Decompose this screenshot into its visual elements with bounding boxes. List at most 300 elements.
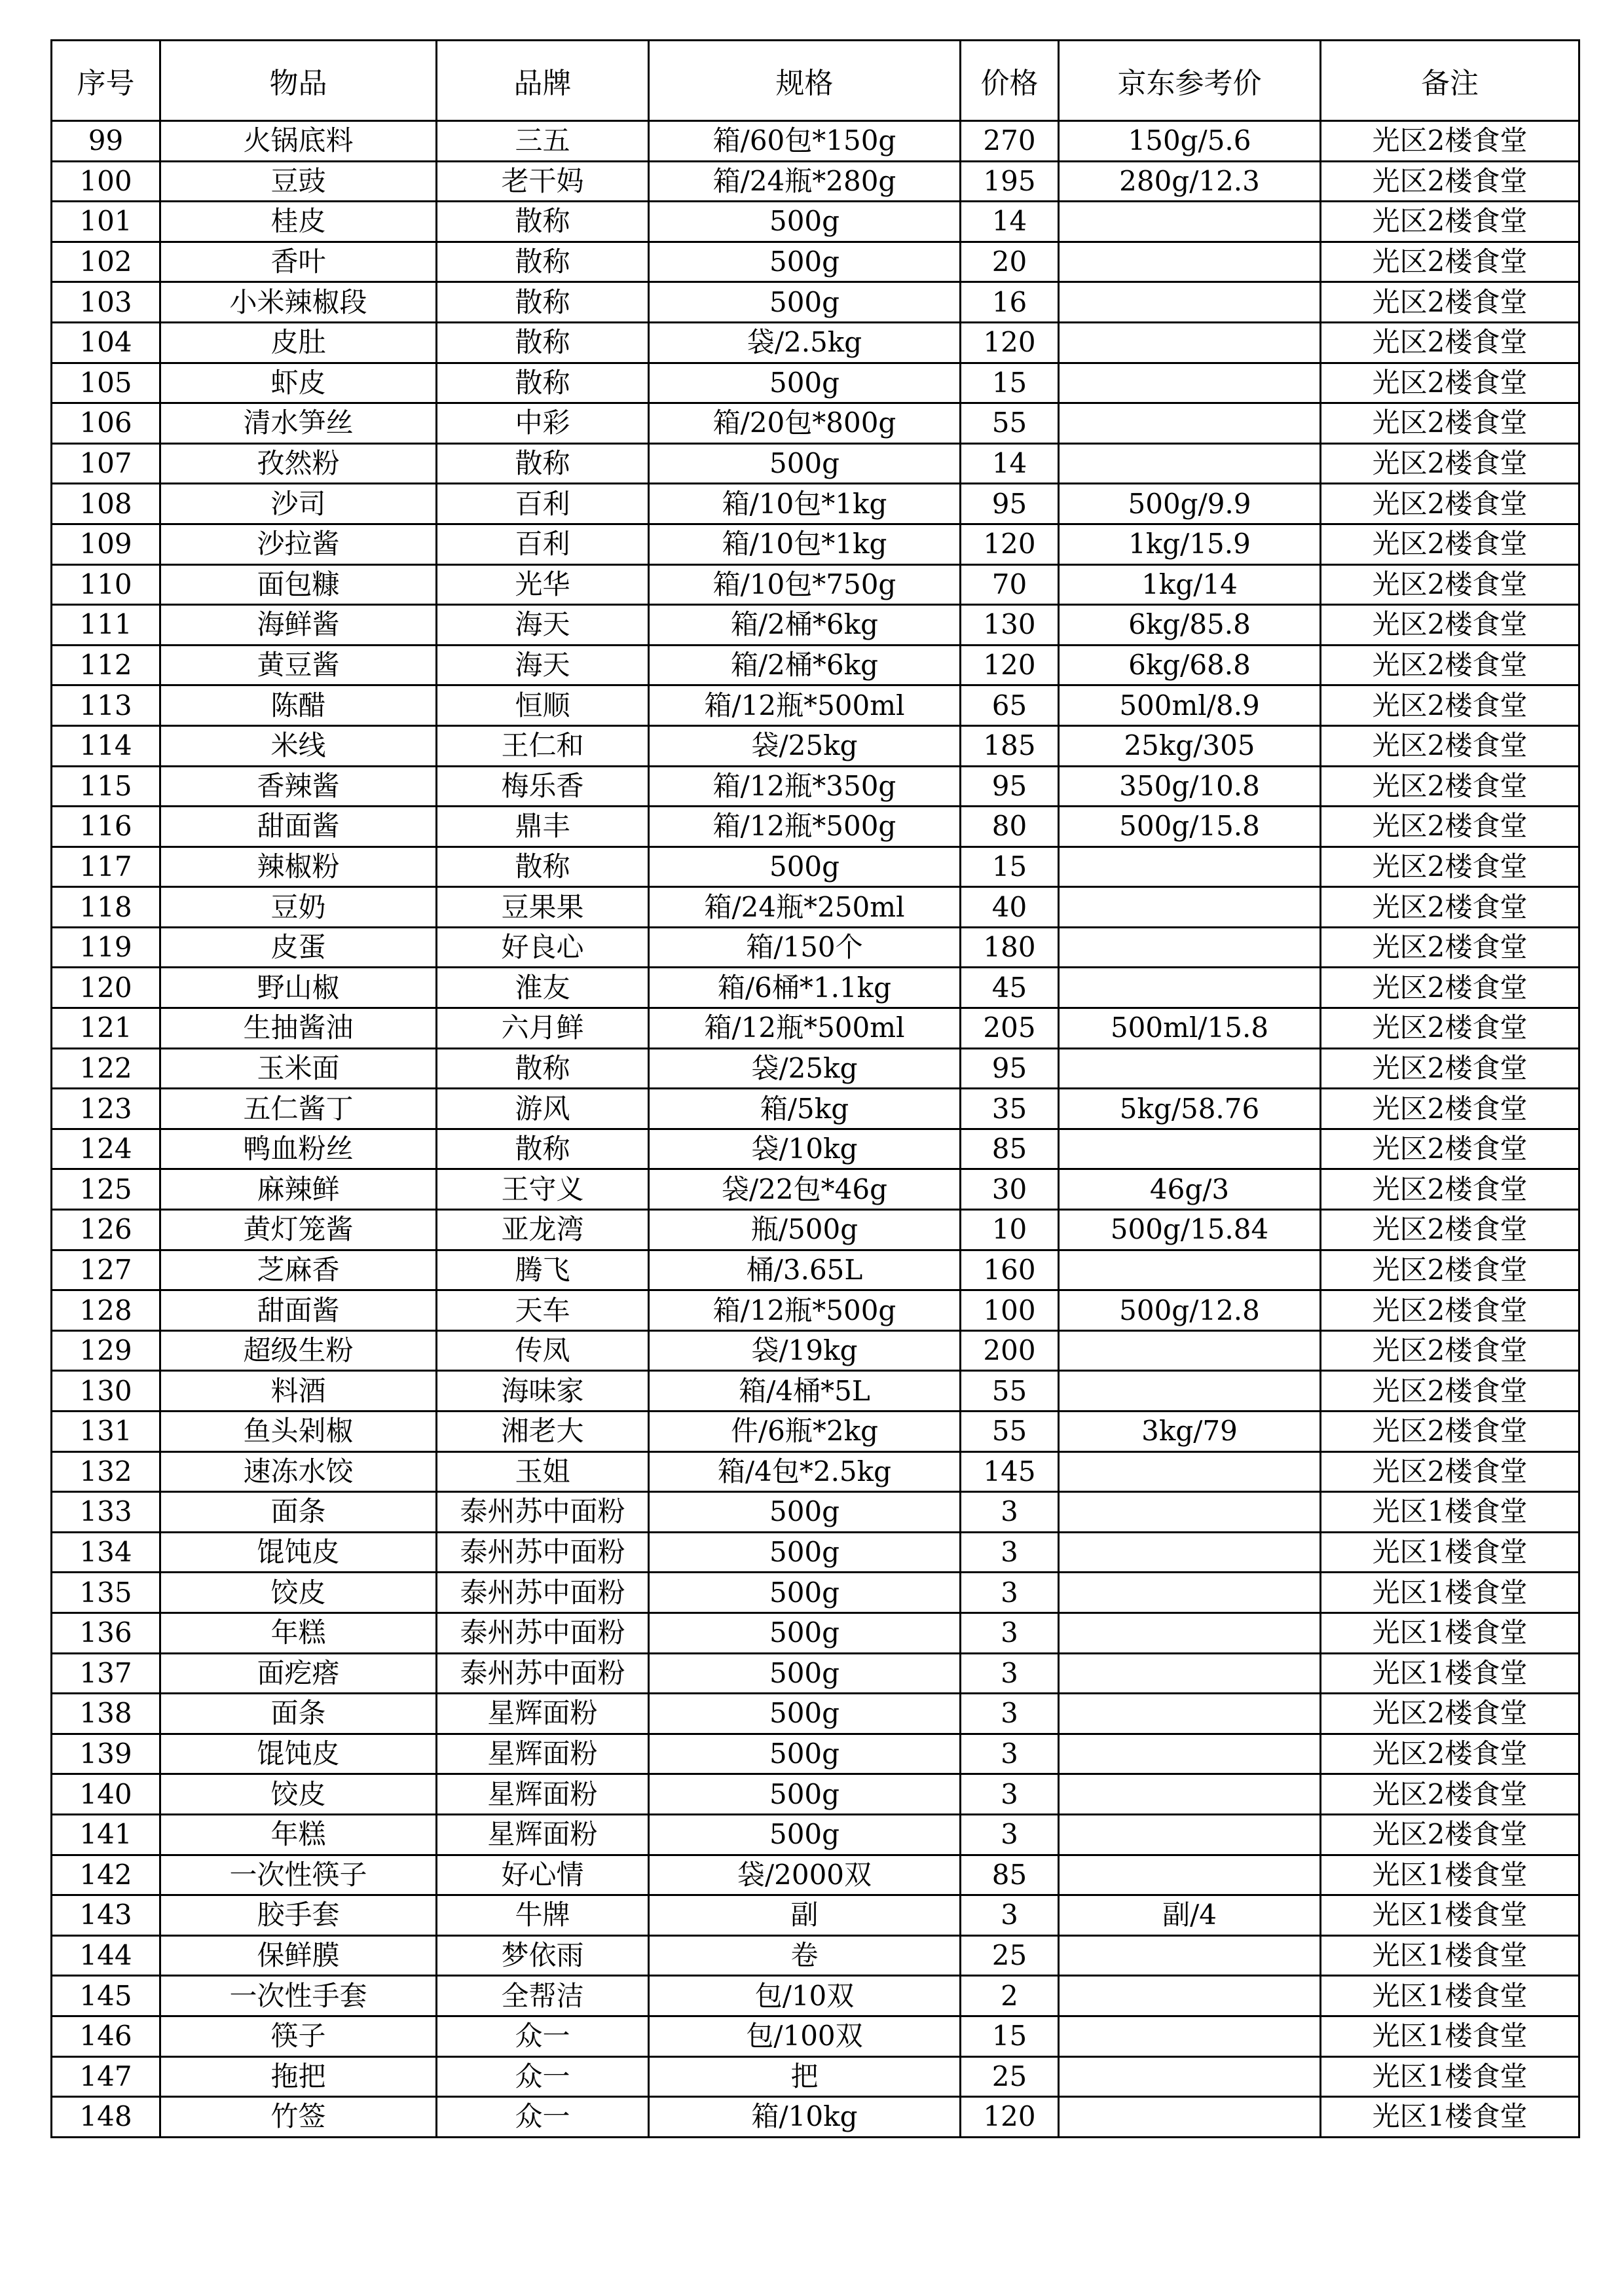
- cell-price: 20: [961, 242, 1059, 282]
- cell-remark: 光区2楼食堂: [1321, 524, 1579, 564]
- cell-spec: 500g: [649, 1653, 961, 1694]
- cell-price: 85: [961, 1129, 1059, 1169]
- cell-spec: 箱/12瓶*500g: [649, 807, 961, 847]
- table-row: [52, 1290, 1579, 1331]
- cell-serial: 125: [52, 1169, 160, 1210]
- cell-serial: 140: [52, 1774, 160, 1815]
- cell-brand: 豆果果: [437, 887, 649, 928]
- cell-serial: 121: [52, 1008, 160, 1049]
- table-row: [52, 564, 1579, 605]
- table-row: [52, 443, 1579, 484]
- table-row: [52, 2056, 1579, 2097]
- cell-item: 玉米面: [160, 1048, 437, 1089]
- table-row: [52, 1492, 1579, 1533]
- cell-jd-reference-price: 25kg/305: [1059, 725, 1321, 766]
- cell-item: 馄饨皮: [160, 1532, 437, 1573]
- table-row: [52, 2016, 1579, 2056]
- cell-jd-reference-price: 副/4: [1059, 1895, 1321, 1936]
- cell-jd-reference-price: [1059, 847, 1321, 887]
- cell-item: 甜面酱: [160, 807, 437, 847]
- cell-remark: 光区2楼食堂: [1321, 605, 1579, 646]
- cell-jd-reference-price: [1059, 403, 1321, 444]
- cell-brand: 中彩: [437, 403, 649, 444]
- cell-brand: 星辉面粉: [437, 1814, 649, 1855]
- cell-jd-reference-price: 1kg/14: [1059, 564, 1321, 605]
- cell-remark: 光区1楼食堂: [1321, 2056, 1579, 2097]
- cell-jd-reference-price: [1059, 322, 1321, 363]
- table-row: [52, 121, 1579, 162]
- cell-jd-reference-price: 500g/9.9: [1059, 484, 1321, 524]
- cell-item: 孜然粉: [160, 443, 437, 484]
- cell-jd-reference-price: [1059, 1451, 1321, 1492]
- cell-brand: 光华: [437, 564, 649, 605]
- cell-brand: 玉姐: [437, 1451, 649, 1492]
- cell-price: 45: [961, 968, 1059, 1008]
- cell-spec: 500g: [649, 363, 961, 403]
- cell-price: 3: [961, 1895, 1059, 1936]
- table-row: [52, 1451, 1579, 1492]
- cell-remark: 光区2楼食堂: [1321, 1048, 1579, 1089]
- cell-jd-reference-price: [1059, 1330, 1321, 1371]
- cell-spec: 箱/24瓶*250ml: [649, 887, 961, 928]
- cell-spec: 箱/10包*1kg: [649, 484, 961, 524]
- cell-item: 一次性筷子: [160, 1855, 437, 1895]
- cell-price: 80: [961, 807, 1059, 847]
- table-row: [52, 1532, 1579, 1573]
- table-row: [52, 807, 1579, 847]
- table-row: [52, 484, 1579, 524]
- cell-jd-reference-price: 280g/12.3: [1059, 161, 1321, 202]
- cell-item: 麻辣鲜: [160, 1169, 437, 1210]
- cell-serial: 100: [52, 161, 160, 202]
- cell-item: 小米辣椒段: [160, 282, 437, 323]
- cell-price: 3: [961, 1734, 1059, 1774]
- cell-serial: 99: [52, 121, 160, 162]
- cell-price: 70: [961, 564, 1059, 605]
- cell-price: 3: [961, 1613, 1059, 1653]
- cell-remark: 光区1楼食堂: [1321, 1653, 1579, 1694]
- cell-price: 3: [961, 1573, 1059, 1613]
- cell-serial: 109: [52, 524, 160, 564]
- cell-remark: 光区2楼食堂: [1321, 1814, 1579, 1855]
- cell-item: 竹签: [160, 2097, 437, 2138]
- cell-item: 胶手套: [160, 1895, 437, 1936]
- cell-remark: 光区2楼食堂: [1321, 363, 1579, 403]
- table-row: [52, 685, 1579, 726]
- cell-serial: 132: [52, 1451, 160, 1492]
- cell-item: 桂皮: [160, 202, 437, 242]
- cell-brand: 梅乐香: [437, 766, 649, 807]
- cell-brand: 星辉面粉: [437, 1694, 649, 1734]
- cell-item: 鱼头剁椒: [160, 1412, 437, 1452]
- cell-brand: 游风: [437, 1089, 649, 1129]
- cell-jd-reference-price: [1059, 282, 1321, 323]
- cell-item: 香辣酱: [160, 766, 437, 807]
- cell-jd-reference-price: [1059, 1814, 1321, 1855]
- cell-spec: 卷: [649, 1935, 961, 1976]
- cell-jd-reference-price: 46g/3: [1059, 1169, 1321, 1210]
- header-spec: 规格: [649, 41, 961, 121]
- cell-price: 185: [961, 725, 1059, 766]
- cell-spec: 瓶/500g: [649, 1210, 961, 1250]
- cell-serial: 138: [52, 1694, 160, 1734]
- cell-price: 200: [961, 1330, 1059, 1371]
- cell-item: 黄灯笼酱: [160, 1210, 437, 1250]
- cell-brand: 散称: [437, 282, 649, 323]
- cell-spec: 桶/3.65L: [649, 1250, 961, 1290]
- cell-spec: 把: [649, 2056, 961, 2097]
- cell-spec: 500g: [649, 1573, 961, 1613]
- cell-spec: 500g: [649, 1532, 961, 1573]
- table-row: [52, 1048, 1579, 1089]
- cell-price: 120: [961, 524, 1059, 564]
- cell-brand: 星辉面粉: [437, 1774, 649, 1815]
- cell-brand: 牛牌: [437, 1895, 649, 1936]
- cell-brand: 百利: [437, 524, 649, 564]
- cell-serial: 136: [52, 1613, 160, 1653]
- table-row: [52, 1573, 1579, 1613]
- cell-jd-reference-price: [1059, 1492, 1321, 1533]
- cell-item: 馄饨皮: [160, 1734, 437, 1774]
- cell-item: 黄豆酱: [160, 645, 437, 685]
- cell-serial: 111: [52, 605, 160, 646]
- cell-jd-reference-price: [1059, 1532, 1321, 1573]
- cell-jd-reference-price: [1059, 968, 1321, 1008]
- cell-item: 面包糠: [160, 564, 437, 605]
- cell-jd-reference-price: [1059, 887, 1321, 928]
- cell-price: 85: [961, 1855, 1059, 1895]
- cell-serial: 142: [52, 1855, 160, 1895]
- table-row: [52, 1895, 1579, 1936]
- cell-remark: 光区2楼食堂: [1321, 887, 1579, 928]
- table-row: [52, 282, 1579, 323]
- cell-serial: 119: [52, 927, 160, 968]
- cell-price: 120: [961, 645, 1059, 685]
- cell-spec: 箱/4桶*5L: [649, 1371, 961, 1412]
- cell-brand: 亚龙湾: [437, 1210, 649, 1250]
- cell-remark: 光区2楼食堂: [1321, 1210, 1579, 1250]
- header-price: 价格: [961, 41, 1059, 121]
- cell-remark: 光区2楼食堂: [1321, 403, 1579, 444]
- cell-jd-reference-price: 3kg/79: [1059, 1412, 1321, 1452]
- cell-jd-reference-price: [1059, 1573, 1321, 1613]
- cell-price: 95: [961, 766, 1059, 807]
- cell-item: 陈醋: [160, 685, 437, 726]
- cell-price: 14: [961, 443, 1059, 484]
- cell-spec: 箱/5kg: [649, 1089, 961, 1129]
- cell-price: 15: [961, 363, 1059, 403]
- cell-spec: 箱/2桶*6kg: [649, 605, 961, 646]
- cell-price: 40: [961, 887, 1059, 928]
- table-row: [52, 1371, 1579, 1412]
- cell-brand: 王守义: [437, 1169, 649, 1210]
- cell-price: 3: [961, 1492, 1059, 1533]
- header-remark: 备注: [1321, 41, 1579, 121]
- table-row: [52, 1089, 1579, 1129]
- header-row: [52, 41, 1579, 121]
- cell-item: 豆奶: [160, 887, 437, 928]
- cell-price: 120: [961, 2097, 1059, 2138]
- cell-jd-reference-price: [1059, 2056, 1321, 2097]
- table-row: [52, 1935, 1579, 1976]
- cell-remark: 光区1楼食堂: [1321, 1573, 1579, 1613]
- cell-brand: 王仁和: [437, 725, 649, 766]
- cell-remark: 光区1楼食堂: [1321, 1895, 1579, 1936]
- cell-serial: 146: [52, 2016, 160, 2056]
- table-row: [52, 1129, 1579, 1169]
- cell-item: 面条: [160, 1694, 437, 1734]
- cell-item: 甜面酱: [160, 1290, 437, 1331]
- cell-price: 3: [961, 1532, 1059, 1573]
- cell-brand: 散称: [437, 202, 649, 242]
- cell-jd-reference-price: [1059, 1250, 1321, 1290]
- cell-spec: 箱/4包*2.5kg: [649, 1451, 961, 1492]
- table-row: [52, 766, 1579, 807]
- cell-item: 保鲜膜: [160, 1935, 437, 1976]
- cell-jd-reference-price: 1kg/15.9: [1059, 524, 1321, 564]
- cell-brand: 六月鲜: [437, 1008, 649, 1049]
- cell-brand: 泰州苏中面粉: [437, 1573, 649, 1613]
- cell-price: 55: [961, 1412, 1059, 1452]
- table-row: [52, 322, 1579, 363]
- cell-remark: 光区2楼食堂: [1321, 564, 1579, 605]
- procurement-table: [50, 39, 1580, 2138]
- table-row: [52, 1169, 1579, 1210]
- cell-serial: 143: [52, 1895, 160, 1936]
- cell-item: 鸭血粉丝: [160, 1129, 437, 1169]
- cell-remark: 光区1楼食堂: [1321, 1855, 1579, 1895]
- cell-item: 速冻水饺: [160, 1451, 437, 1492]
- cell-brand: 泰州苏中面粉: [437, 1613, 649, 1653]
- table-row: [52, 1613, 1579, 1653]
- cell-serial: 137: [52, 1653, 160, 1694]
- cell-jd-reference-price: [1059, 1734, 1321, 1774]
- cell-spec: 500g: [649, 202, 961, 242]
- cell-serial: 101: [52, 202, 160, 242]
- cell-serial: 118: [52, 887, 160, 928]
- cell-jd-reference-price: 350g/10.8: [1059, 766, 1321, 807]
- cell-price: 3: [961, 1814, 1059, 1855]
- cell-remark: 光区2楼食堂: [1321, 242, 1579, 282]
- cell-spec: 箱/12瓶*350g: [649, 766, 961, 807]
- cell-remark: 光区2楼食堂: [1321, 1774, 1579, 1815]
- cell-spec: 件/6瓶*2kg: [649, 1412, 961, 1452]
- table-row: [52, 968, 1579, 1008]
- cell-remark: 光区2楼食堂: [1321, 1412, 1579, 1452]
- cell-serial: 115: [52, 766, 160, 807]
- cell-jd-reference-price: [1059, 1048, 1321, 1089]
- cell-serial: 117: [52, 847, 160, 887]
- cell-item: 饺皮: [160, 1573, 437, 1613]
- cell-spec: 箱/150个: [649, 927, 961, 968]
- cell-serial: 112: [52, 645, 160, 685]
- cell-item: 拖把: [160, 2056, 437, 2097]
- cell-jd-reference-price: [1059, 1653, 1321, 1694]
- cell-brand: 天车: [437, 1290, 649, 1331]
- table-row: [52, 202, 1579, 242]
- cell-jd-reference-price: 6kg/85.8: [1059, 605, 1321, 646]
- cell-price: 95: [961, 1048, 1059, 1089]
- cell-spec: 包/10双: [649, 1976, 961, 2016]
- cell-price: 10: [961, 1210, 1059, 1250]
- cell-jd-reference-price: [1059, 1694, 1321, 1734]
- cell-brand: 泰州苏中面粉: [437, 1532, 649, 1573]
- cell-price: 55: [961, 1371, 1059, 1412]
- cell-brand: 三五: [437, 121, 649, 162]
- cell-spec: 袋/2.5kg: [649, 322, 961, 363]
- header-serial: 序号: [52, 41, 160, 121]
- cell-price: 15: [961, 2016, 1059, 2056]
- cell-jd-reference-price: [1059, 242, 1321, 282]
- cell-brand: 众一: [437, 2016, 649, 2056]
- cell-serial: 107: [52, 443, 160, 484]
- cell-serial: 116: [52, 807, 160, 847]
- cell-price: 2: [961, 1976, 1059, 2016]
- cell-brand: 散称: [437, 1129, 649, 1169]
- cell-serial: 134: [52, 1532, 160, 1573]
- cell-spec: 袋/2000双: [649, 1855, 961, 1895]
- cell-item: 超级生粉: [160, 1330, 437, 1371]
- cell-item: 香叶: [160, 242, 437, 282]
- cell-remark: 光区2楼食堂: [1321, 443, 1579, 484]
- cell-jd-reference-price: [1059, 202, 1321, 242]
- cell-jd-reference-price: [1059, 2016, 1321, 2056]
- table-row: [52, 1855, 1579, 1895]
- cell-price: 14: [961, 202, 1059, 242]
- cell-spec: 袋/25kg: [649, 725, 961, 766]
- cell-spec: 袋/22包*46g: [649, 1169, 961, 1210]
- cell-brand: 全帮洁: [437, 1976, 649, 2016]
- cell-remark: 光区2楼食堂: [1321, 1089, 1579, 1129]
- cell-price: 15: [961, 847, 1059, 887]
- cell-remark: 光区2楼食堂: [1321, 847, 1579, 887]
- cell-item: 一次性手套: [160, 1976, 437, 2016]
- cell-brand: 湘老大: [437, 1412, 649, 1452]
- cell-remark: 光区2楼食堂: [1321, 1694, 1579, 1734]
- cell-brand: 泰州苏中面粉: [437, 1492, 649, 1533]
- cell-spec: 箱/20包*800g: [649, 403, 961, 444]
- cell-spec: 箱/10包*750g: [649, 564, 961, 605]
- cell-brand: 鼎丰: [437, 807, 649, 847]
- cell-serial: 113: [52, 685, 160, 726]
- cell-spec: 箱/6桶*1.1kg: [649, 968, 961, 1008]
- cell-jd-reference-price: 150g/5.6: [1059, 121, 1321, 162]
- cell-serial: 124: [52, 1129, 160, 1169]
- cell-serial: 129: [52, 1330, 160, 1371]
- cell-jd-reference-price: [1059, 1371, 1321, 1412]
- cell-brand: 泰州苏中面粉: [437, 1653, 649, 1694]
- cell-price: 145: [961, 1451, 1059, 1492]
- cell-brand: 散称: [437, 363, 649, 403]
- table-row: [52, 645, 1579, 685]
- cell-spec: 500g: [649, 242, 961, 282]
- cell-remark: 光区2楼食堂: [1321, 927, 1579, 968]
- cell-brand: 海天: [437, 645, 649, 685]
- table-row: [52, 1734, 1579, 1774]
- cell-spec: 包/100双: [649, 2016, 961, 2056]
- cell-remark: 光区1楼食堂: [1321, 2016, 1579, 2056]
- cell-remark: 光区2楼食堂: [1321, 121, 1579, 162]
- cell-brand: 众一: [437, 2097, 649, 2138]
- cell-spec: 500g: [649, 282, 961, 323]
- cell-serial: 133: [52, 1492, 160, 1533]
- cell-item: 年糕: [160, 1814, 437, 1855]
- cell-jd-reference-price: [1059, 363, 1321, 403]
- table-row: [52, 2097, 1579, 2138]
- cell-remark: 光区2楼食堂: [1321, 725, 1579, 766]
- cell-item: 筷子: [160, 2016, 437, 2056]
- cell-serial: 145: [52, 1976, 160, 2016]
- cell-brand: 好心情: [437, 1855, 649, 1895]
- header-brand: 品牌: [437, 41, 649, 121]
- cell-remark: 光区2楼食堂: [1321, 807, 1579, 847]
- cell-price: 25: [961, 2056, 1059, 2097]
- table-row: [52, 1774, 1579, 1815]
- cell-item: 生抽酱油: [160, 1008, 437, 1049]
- cell-serial: 141: [52, 1814, 160, 1855]
- header-item: 物品: [160, 41, 437, 121]
- table-row: [52, 1653, 1579, 1694]
- cell-jd-reference-price: [1059, 1129, 1321, 1169]
- cell-item: 芝麻香: [160, 1250, 437, 1290]
- table-row: [52, 1250, 1579, 1290]
- table-row: [52, 847, 1579, 887]
- cell-price: 205: [961, 1008, 1059, 1049]
- cell-remark: 光区2楼食堂: [1321, 1371, 1579, 1412]
- cell-brand: 好良心: [437, 927, 649, 968]
- cell-brand: 海味家: [437, 1371, 649, 1412]
- cell-serial: 147: [52, 2056, 160, 2097]
- cell-remark: 光区2楼食堂: [1321, 645, 1579, 685]
- cell-remark: 光区2楼食堂: [1321, 1451, 1579, 1492]
- cell-brand: 梦依雨: [437, 1935, 649, 1976]
- cell-jd-reference-price: 5kg/58.76: [1059, 1089, 1321, 1129]
- cell-brand: 众一: [437, 2056, 649, 2097]
- cell-jd-reference-price: [1059, 2097, 1321, 2138]
- cell-item: 面条: [160, 1492, 437, 1533]
- cell-price: 95: [961, 484, 1059, 524]
- cell-serial: 108: [52, 484, 160, 524]
- cell-remark: 光区1楼食堂: [1321, 1976, 1579, 2016]
- table-row: [52, 161, 1579, 202]
- cell-brand: 散称: [437, 847, 649, 887]
- cell-serial: 131: [52, 1412, 160, 1452]
- cell-brand: 腾飞: [437, 1250, 649, 1290]
- cell-price: 35: [961, 1089, 1059, 1129]
- cell-serial: 120: [52, 968, 160, 1008]
- table-row: [52, 887, 1579, 928]
- cell-serial: 144: [52, 1935, 160, 1976]
- cell-item: 皮肚: [160, 322, 437, 363]
- cell-spec: 500g: [649, 1814, 961, 1855]
- table-row: [52, 1330, 1579, 1371]
- cell-brand: 海天: [437, 605, 649, 646]
- cell-serial: 127: [52, 1250, 160, 1290]
- cell-jd-reference-price: [1059, 1935, 1321, 1976]
- cell-price: 100: [961, 1290, 1059, 1331]
- cell-spec: 副: [649, 1895, 961, 1936]
- cell-jd-reference-price: 500g/15.84: [1059, 1210, 1321, 1250]
- cell-spec: 箱/24瓶*280g: [649, 161, 961, 202]
- cell-price: 30: [961, 1169, 1059, 1210]
- cell-price: 120: [961, 322, 1059, 363]
- cell-remark: 光区2楼食堂: [1321, 1290, 1579, 1331]
- cell-serial: 130: [52, 1371, 160, 1412]
- table-row: [52, 524, 1579, 564]
- cell-serial: 114: [52, 725, 160, 766]
- cell-spec: 500g: [649, 443, 961, 484]
- cell-jd-reference-price: [1059, 1774, 1321, 1815]
